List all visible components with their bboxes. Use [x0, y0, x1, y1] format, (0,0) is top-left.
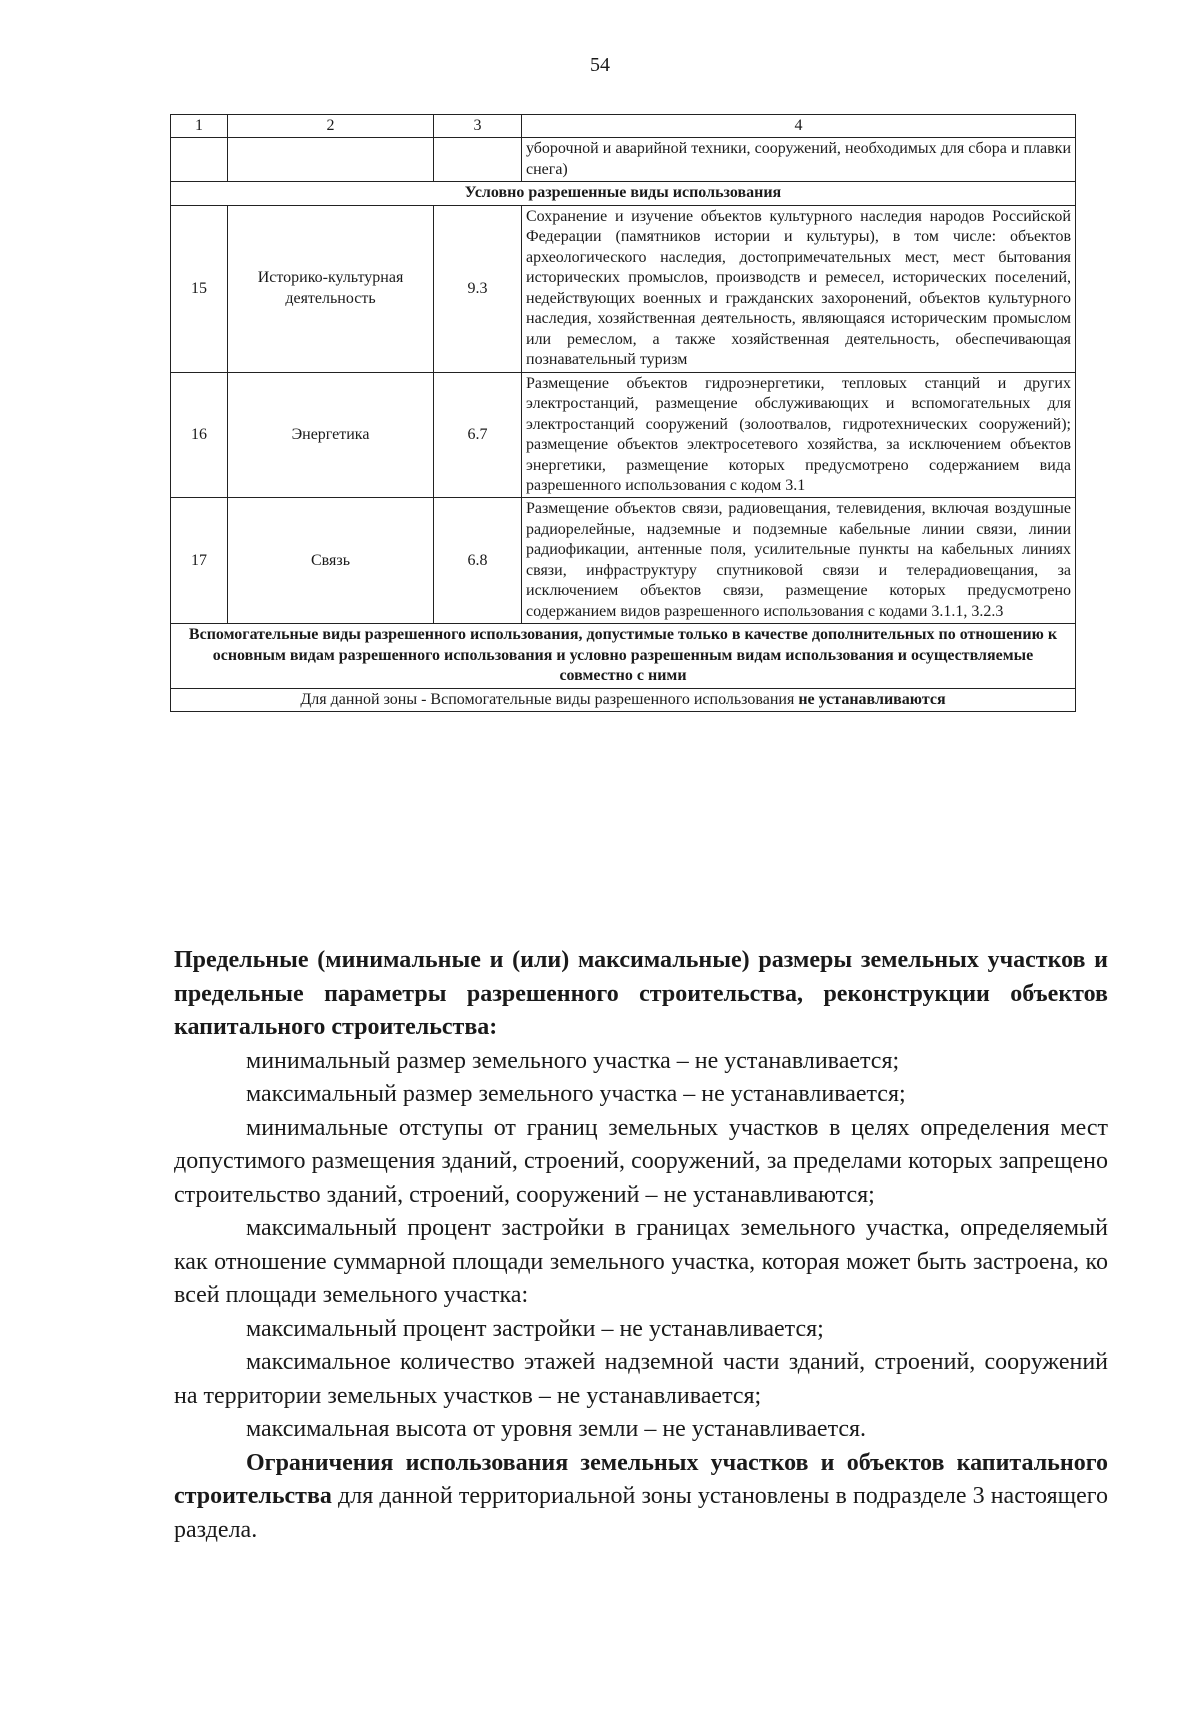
paragraph-min-size: минимальный размер земельного участка – не устанавливается; — [246, 1047, 900, 1074]
conditional-heading: Условно разрешенные виды использования — [171, 182, 1076, 205]
table-row — [171, 205, 1076, 372]
row-name: Связь — [228, 498, 434, 624]
section-row-auxiliary — [171, 624, 1076, 688]
restrictions-bold: Ограничения использования земельных участков и объектов капитального строительства — [174, 1449, 1108, 1509]
row-name: Историко-культурная деятельность — [228, 205, 434, 372]
paragraph-max-size: максимальный размер земельного участка – не устанавливается; — [246, 1081, 906, 1107]
row-description: Размещение объектов связи, радиовещания, телевидения, включая воздушные радиорелейные, надземные и подземные кабельные линии связи, линии радиофикации, антенные поля, усилительные пункты на кабельных линиях связи, инфраструктуру спутниковой связи и телерадиовещания, за исключением объектов связи, размещение которых предусмотрено содержанием видов разрешенного использования с кодами 3.1.1, 3.2.3 — [522, 498, 1076, 624]
row-code: 6.8 — [434, 498, 522, 624]
table-row — [171, 498, 1076, 624]
restrictions-rest: для данной территориальной зоны установлены в подразделе 3 настоящего раздела. — [174, 1483, 1108, 1543]
paragraph-max-coverage: максимальный процент застройки – не устанавливается; — [246, 1315, 824, 1342]
header-col-4: 4 — [522, 115, 1076, 138]
row-number: 15 — [171, 205, 228, 372]
parameters-heading: Предельные (минимальные и (или) максимальные) размеры земельных участков и предельные параметры разрешенного строительства, реконструкции объектов капитального строительства: — [174, 947, 1108, 1040]
table-header-row — [171, 115, 1076, 138]
page-number: 54 — [590, 54, 610, 76]
section-row-conditional — [171, 182, 1076, 205]
auxiliary-heading: Вспомогательные виды разрешенного использования, допустимые только в качестве дополнительных по отношению к основным видам разрешенного использования и условно разрешенным видам использования и осуществляемые совместно с ними — [171, 624, 1076, 688]
paragraph-setbacks: минимальные отступы от границ земельных участков в целях определения мест допустимого размещения зданий, строений, сооружений, за пределами которых запрещено строительство зданий, строений, сооружений – не устанавливаются; — [174, 1114, 1108, 1208]
paragraph-coverage-definition: максимальный процент застройки в границах земельного участка, определяемый как отношение суммарной площади земельного участка, которая может быть застроена, ко всей площади земельного участка: — [174, 1215, 1108, 1308]
auxiliary-note — [171, 688, 1076, 711]
row-description: Сохранение и изучение объектов культурного наследия народов Российской Федерации (памятников истории и культуры), в том числе: объектов археологического наследия, достопримечательных мест, мест бытования исторических промыслов, производств и ремесел, исторических поселений, недействующих военных и гражданских захоронений, объектов культурного наследия, хозяйственная деятельность, являющаяся историческим промыслом или ремеслом, а также хозяйственная деятельность, обеспечивающая познавательный туризм — [522, 205, 1076, 372]
auxiliary-note-bold: не устанавливаются — [798, 690, 946, 708]
row-name: Энергетика — [228, 372, 434, 498]
row-number: 17 — [171, 498, 228, 624]
continuation-desc: уборочной и аварийной техники, сооружений, необходимых для сбора и плавки снега) — [522, 138, 1076, 182]
row-code: 6.7 — [434, 372, 522, 498]
note-row-auxiliary — [171, 688, 1076, 711]
table-row-continuation — [171, 138, 1076, 182]
row-code: 9.3 — [434, 205, 522, 372]
row-number: 16 — [171, 372, 228, 498]
cell-empty — [171, 138, 228, 182]
table-row — [171, 372, 1076, 498]
paragraph-restrictions — [174, 1447, 1108, 1548]
regulations-text — [174, 944, 1108, 1547]
row-description: Размещение объектов гидроэнергетики, тепловых станций и других электростанций, размещение обслуживающих и вспомогательных для электростанций сооружений (золоотвалов, гидротехнических сооружений); размещение объектов электросетевого хозяйства, за исключением объектов энергетики, размещение которых предусмотрено содержанием вида разрешенного использования с кодом 3.1 — [522, 372, 1076, 498]
auxiliary-note-prefix: Для данной зоны - Вспомогательные виды разрешенного использования — [300, 690, 795, 708]
header-col-3: 3 — [434, 115, 522, 138]
paragraph-max-floors: максимальное количество этажей надземной части зданий, строений, сооружений на территории земельных участков – не устанавливается; — [174, 1349, 1108, 1409]
cell-empty — [434, 138, 522, 182]
cell-empty — [228, 138, 434, 182]
header-col-2: 2 — [228, 115, 434, 138]
paragraph-max-height: максимальная высота от уровня земли – не устанавливается. — [246, 1416, 867, 1442]
header-col-1: 1 — [171, 115, 228, 138]
land-use-table — [170, 114, 1076, 712]
